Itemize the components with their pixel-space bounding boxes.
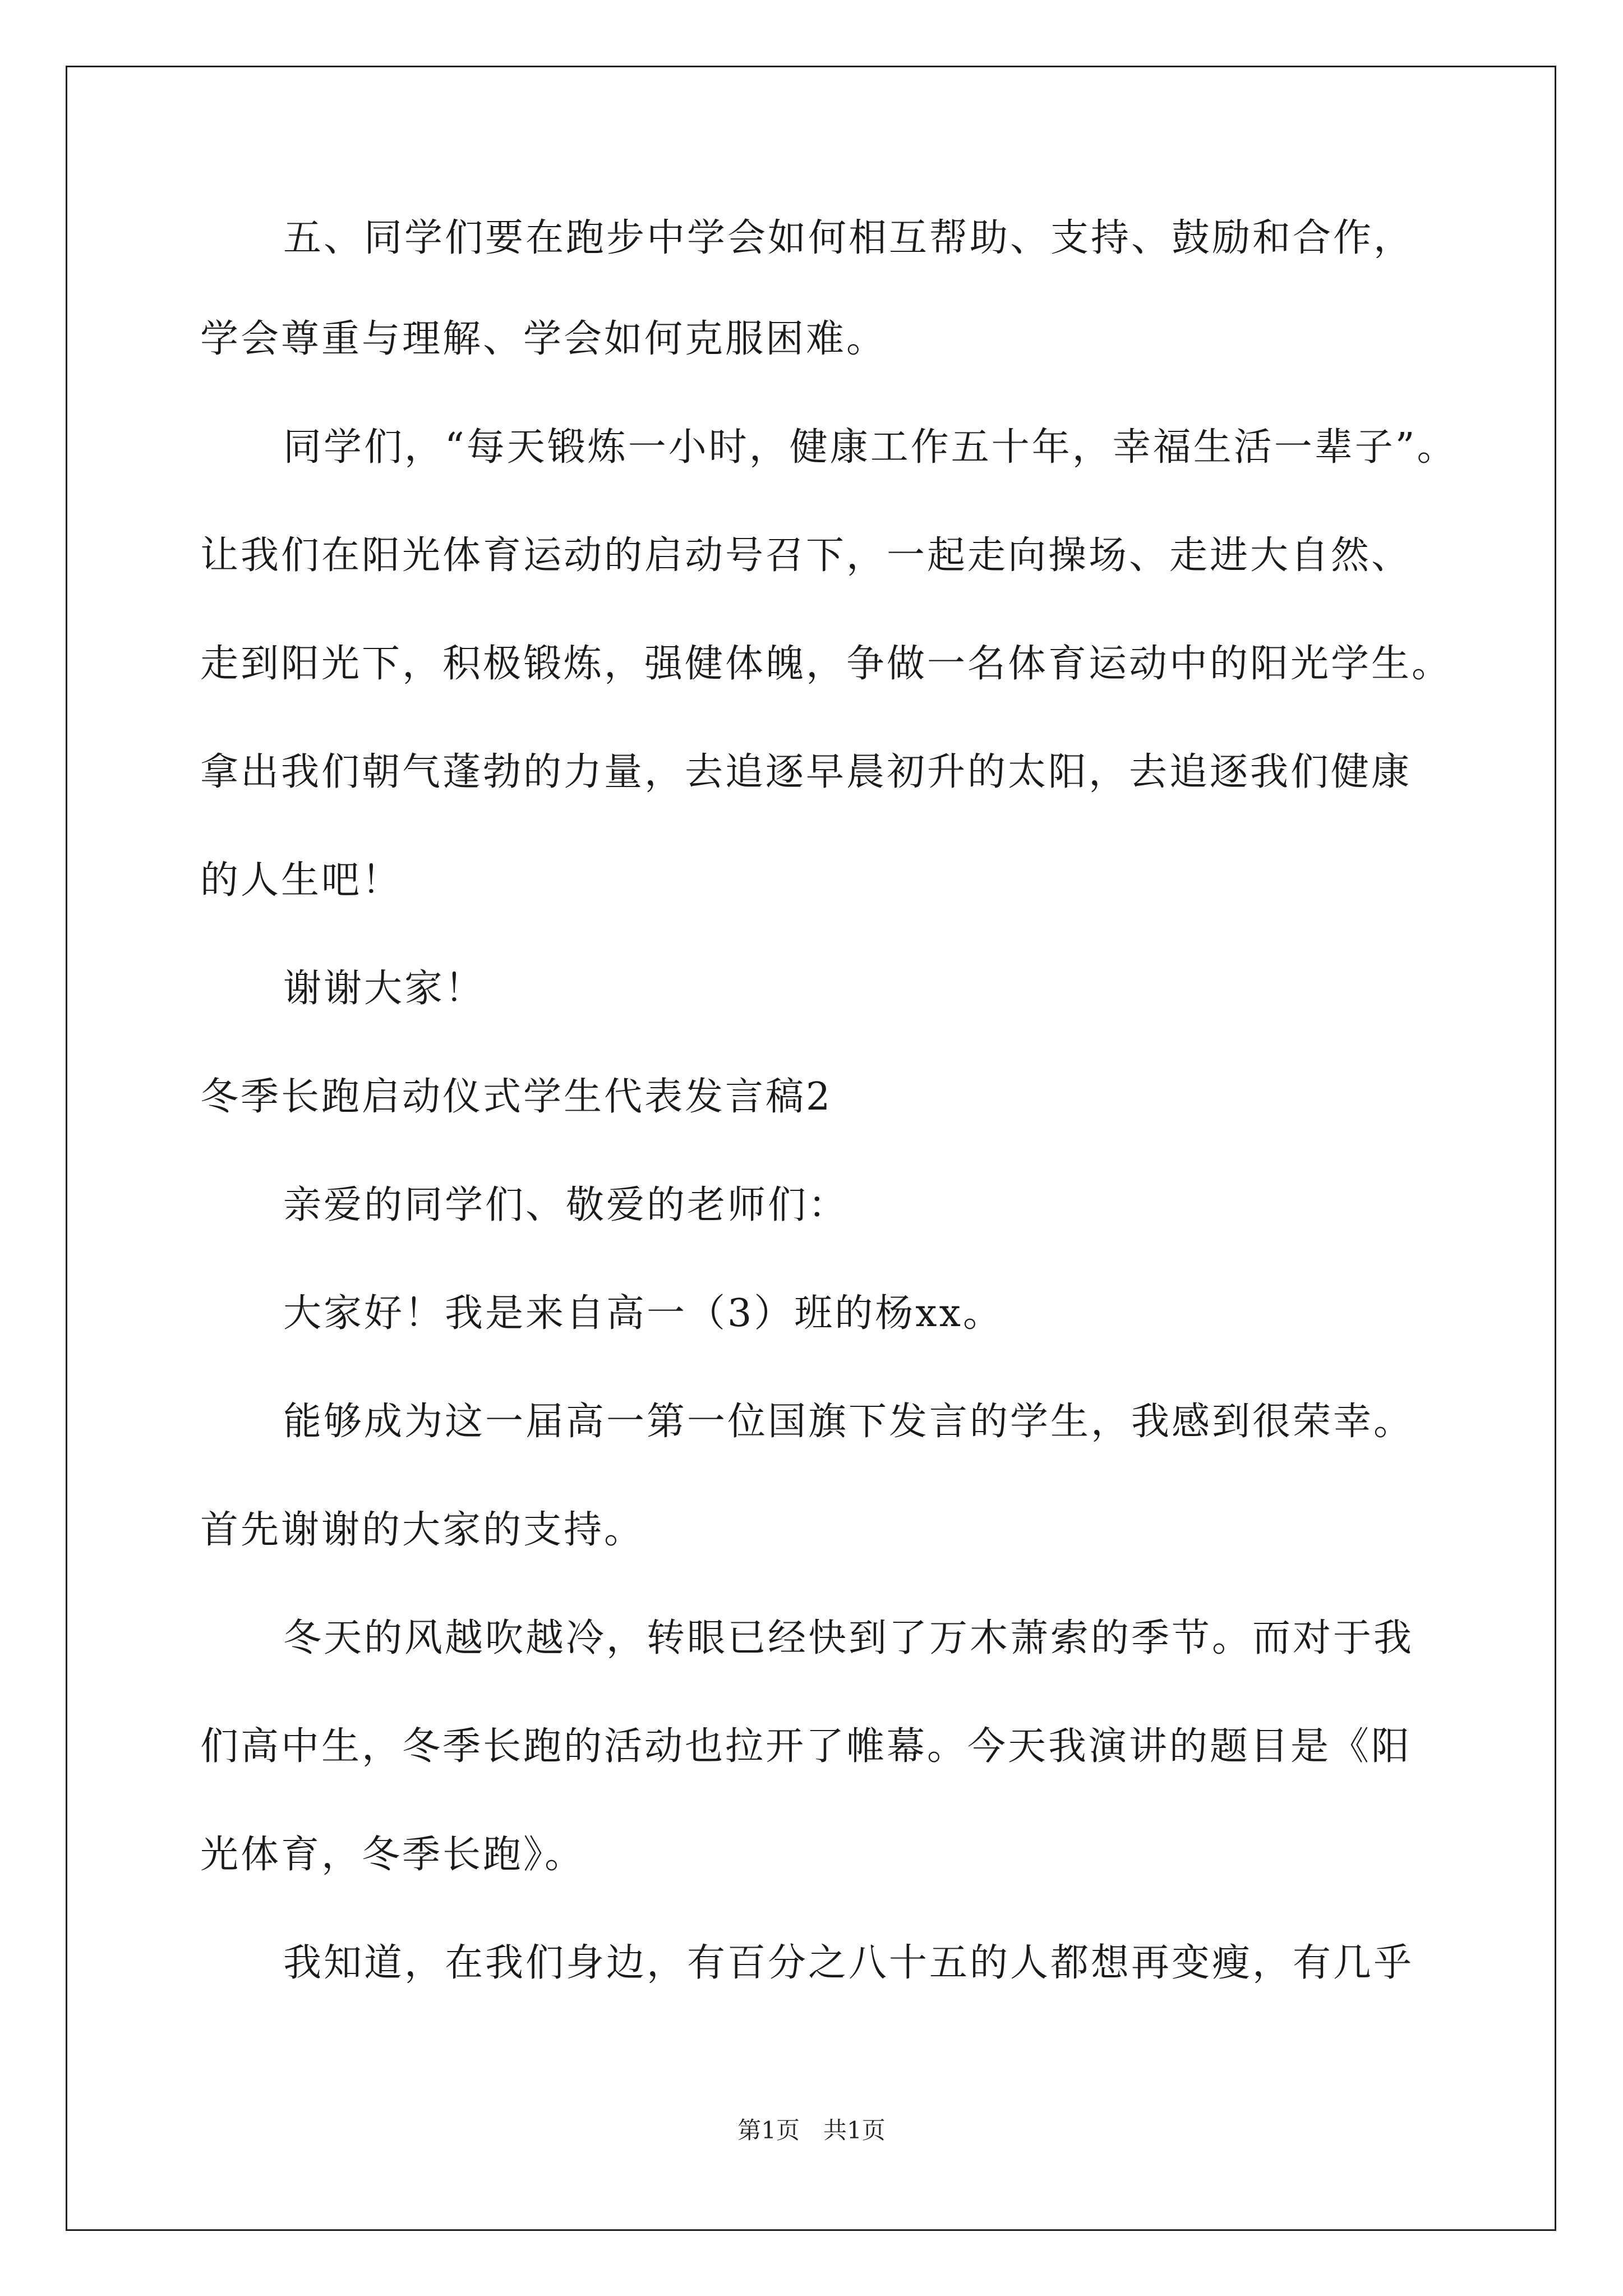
paragraph-line: 走到阳光下，积极锻炼，强健体魄，争做一名体育运动中的阳光学生。 [200, 642, 1453, 686]
paragraph-line: 的人生吧！ [200, 858, 403, 903]
paragraph-line: 大家好！我是来自高一（3）班的杨xx。 [283, 1291, 1003, 1336]
paragraph-line: 冬天的风越吹越冷，转眼已经快到了万木萧索的季节。而对于我 [283, 1616, 1414, 1660]
paragraph-line: 光体育，冬季长跑》。 [200, 1833, 585, 1877]
paragraph-line: 学会尊重与理解、学会如何克服困难。 [200, 317, 887, 361]
paragraph-line: 首先谢谢的大家的支持。 [200, 1508, 645, 1552]
page-footer: 第1页 共1页 [737, 2116, 886, 2144]
paragraph-line: 能够成为这一届高一第一位国旗下发言的学生，我感到很荣幸。 [283, 1400, 1414, 1444]
paragraph-line: 拿出我们朝气蓬勃的力量，去追逐早晨初升的太阳，去追逐我们健康 [200, 750, 1412, 794]
section-title: 冬季长跑启动仪式学生代表发言稿2 [200, 1075, 833, 1119]
paragraph-line: 同学们，“每天锻炼一小时，健康工作五十年，幸福生活一辈子”。 [283, 425, 1458, 470]
paragraph-line: 我知道，在我们身边，有百分之八十五的人都想再变瘦，有几乎 [283, 1941, 1414, 1985]
salutation: 亲爱的同学们、敬爱的老师们： [283, 1183, 849, 1227]
paragraph-line: 让我们在阳光体育运动的启动号召下，一起走向操场、走进大自然、 [200, 533, 1412, 578]
page-border [66, 66, 1556, 2231]
paragraph-line: 谢谢大家！ [283, 967, 486, 1011]
paragraph-line: 五、同学们要在跑步中学会如何相互帮助、支持、鼓励和合作， [283, 216, 1414, 260]
paragraph-line: 们高中生，冬季长跑的活动也拉开了帷幕。今天我演讲的题目是《阳 [200, 1724, 1412, 1769]
